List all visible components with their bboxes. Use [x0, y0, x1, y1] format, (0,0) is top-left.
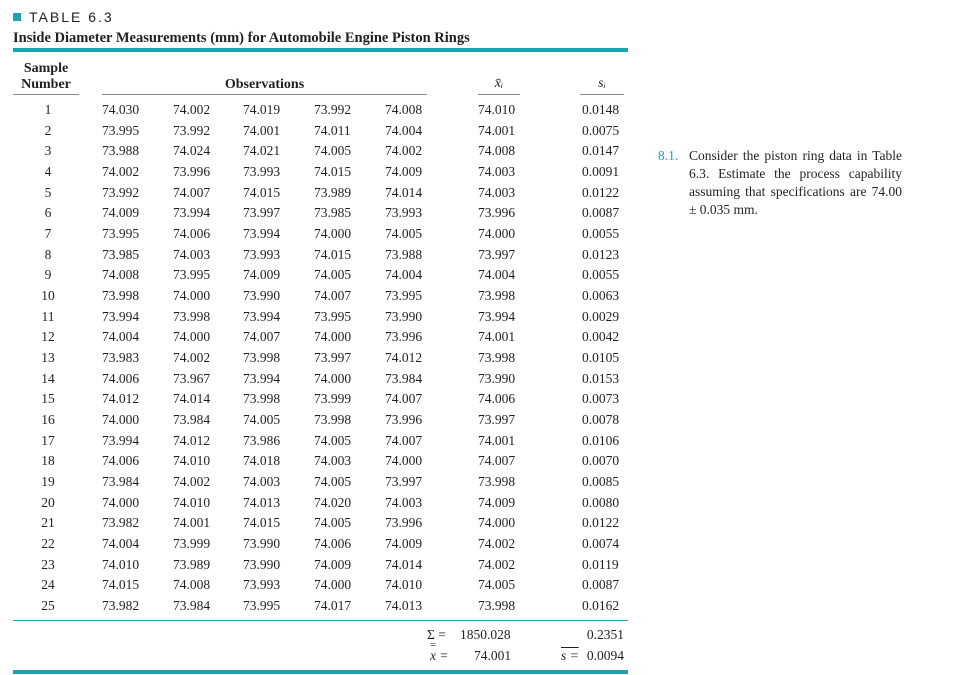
observation-cell: 73.995: [314, 308, 352, 324]
observation-cell: 74.009: [314, 556, 352, 572]
observation-cell: 73.990: [243, 556, 281, 572]
table-summary-rule: [13, 620, 628, 621]
sample-number-cell: 12: [41, 329, 55, 345]
header-s-underline: [580, 94, 624, 95]
observation-cell: 74.006: [102, 370, 140, 386]
observation-cell: 73.992: [173, 122, 211, 138]
xbar-cell: 73.994: [478, 308, 516, 324]
observation-cell: 74.000: [314, 577, 352, 593]
observation-cell: 74.014: [173, 391, 211, 407]
observation-cell: 73.995: [385, 288, 423, 304]
observation-cell: 74.015: [314, 246, 352, 262]
header-sample-number: [13, 61, 79, 93]
s-cell: 0.0029: [582, 308, 620, 324]
observation-cell: 74.004: [102, 329, 140, 345]
observation-cell: 74.000: [314, 370, 352, 386]
grand-mean-label: [430, 639, 449, 664]
xbar-cell: 74.003: [478, 184, 516, 200]
observation-cell: 74.002: [173, 350, 211, 366]
observation-cell: 73.983: [102, 350, 140, 366]
observation-cell: 73.989: [314, 184, 352, 200]
observation-cell: 73.993: [243, 246, 281, 262]
sample-number-cell: 19: [41, 474, 55, 490]
square-bullet-icon: [13, 13, 21, 21]
observation-cell: 74.003: [314, 453, 352, 469]
table-bottom-rule: [13, 670, 628, 674]
observation-cell: 74.011: [314, 122, 351, 138]
observation-cell: 73.988: [385, 246, 423, 262]
sigma-xbar-value: 1850.028: [460, 627, 511, 642]
s-cell: 0.0085: [582, 474, 620, 490]
observation-cell: 73.984: [385, 370, 423, 386]
observation-cell: 74.003: [243, 474, 281, 490]
xbar-cell: 74.010: [478, 102, 516, 117]
observation-cell: 73.984: [173, 598, 211, 614]
s-cell: 0.0055: [582, 267, 620, 283]
observation-cell: 73.995: [173, 267, 211, 283]
observation-cell: 74.009: [102, 205, 140, 221]
grand-mean-value: 74.001: [474, 648, 512, 663]
header-s: sᵢ: [598, 76, 606, 91]
s-cell: 0.0073: [582, 391, 620, 407]
sample-number-cell: 9: [44, 267, 52, 283]
xbar-cell: 73.997: [478, 412, 516, 428]
observation-cell: 73.995: [102, 122, 140, 138]
sample-number-cell: 2: [44, 122, 52, 138]
xbar-cell: 74.004: [478, 267, 516, 283]
observation-cell: 74.006: [102, 453, 140, 469]
s-cell: 0.0153: [582, 370, 620, 386]
observation-cell: 73.997: [243, 205, 281, 221]
observation-cell: 74.007: [243, 329, 281, 345]
header-observations: Observations: [224, 77, 305, 92]
sbar-label-text: s =: [561, 648, 579, 663]
s-cell: 0.0122: [582, 184, 620, 200]
observation-cell: 74.015: [314, 164, 352, 179]
observation-cell: 74.013: [385, 598, 423, 614]
observation-cell: 73.984: [102, 474, 140, 490]
sample-number-cell: 4: [44, 164, 52, 179]
sample-number-cell: 25: [41, 598, 55, 614]
s-cell: 0.0119: [582, 556, 619, 572]
s-cell: 0.0091: [582, 164, 620, 179]
s-cell: 0.0087: [582, 205, 620, 221]
observation-cell: 74.012: [173, 432, 211, 448]
xbar-cell: 73.997: [478, 246, 516, 262]
observation-cell: 74.001: [243, 122, 281, 138]
observation-cell: 74.017: [314, 598, 352, 614]
observation-cell: 73.999: [314, 391, 352, 407]
sample-number-cell: 15: [41, 391, 55, 407]
sbar-value: 0.0094: [586, 648, 624, 663]
xbar-cell: 74.008: [478, 143, 516, 159]
observation-cell: 74.015: [243, 184, 281, 200]
xbar-cell: 74.009: [478, 494, 516, 510]
sample-number-cell: 6: [44, 205, 52, 221]
sample-number-cell: 7: [44, 226, 52, 242]
exercise-number: 8.1.: [658, 148, 679, 163]
observation-cell: 73.990: [243, 288, 281, 304]
observation-cell: 73.984: [173, 412, 211, 428]
observation-cell: 74.014: [385, 184, 423, 200]
observation-cell: 73.993: [243, 577, 281, 593]
observation-cell: 74.003: [385, 494, 423, 510]
observation-cell: 74.009: [385, 164, 423, 179]
observation-cell: 73.995: [102, 226, 140, 242]
observation-cell: 74.024: [173, 143, 211, 159]
observation-cell: 74.000: [173, 288, 211, 304]
sample-number-cell: 3: [44, 143, 52, 159]
observation-cell: 74.005: [314, 267, 352, 283]
observation-cell: 73.982: [102, 515, 140, 531]
observation-cell: 74.000: [102, 412, 140, 428]
xbar-cell: 74.006: [478, 391, 516, 407]
observation-cell: 73.997: [385, 474, 423, 490]
double-bar-mark: =: [430, 639, 437, 651]
xbar-cell: 74.005: [478, 577, 516, 593]
s-cell: 0.0162: [582, 598, 620, 614]
observation-cell: 73.998: [102, 288, 140, 304]
observation-cell: 74.007: [385, 432, 423, 448]
observation-cell: 74.003: [173, 246, 211, 262]
table-top-rule: [13, 48, 628, 52]
observation-cell: 74.010: [102, 556, 140, 572]
xbar-cell: 74.001: [478, 122, 516, 138]
observation-cell: 74.010: [385, 577, 423, 593]
observation-cell: 73.989: [173, 556, 211, 572]
sample-number-cell: 1: [44, 102, 52, 117]
observation-cell: 74.030: [102, 102, 140, 117]
sbar-label: [561, 648, 579, 664]
s-cell: 0.0070: [582, 453, 620, 469]
sample-number-cell: 20: [41, 494, 55, 510]
observation-cell: 74.015: [243, 515, 281, 531]
s-cell: 0.0075: [582, 122, 620, 138]
observation-cell: 74.008: [173, 577, 211, 593]
observation-cell: 74.012: [102, 391, 140, 407]
xbar-cell: 73.996: [478, 205, 516, 221]
observation-cell: 73.994: [243, 370, 281, 386]
observation-cell: 73.998: [314, 412, 352, 428]
observation-cell: 73.967: [173, 370, 211, 386]
s-cell: 0.0148: [582, 102, 620, 117]
observation-cell: 74.002: [385, 143, 423, 159]
table-title: Inside Diameter Measurements (mm) for Automobile Engine Piston Rings: [13, 30, 470, 46]
observation-cell: 74.007: [385, 391, 423, 407]
observation-cell: 74.000: [385, 453, 423, 469]
observation-cell: 74.006: [173, 226, 211, 242]
xbar-cell: 73.998: [478, 474, 516, 490]
observation-cell: 74.008: [385, 102, 423, 117]
table-label: [13, 9, 114, 25]
observation-cell: 74.008: [102, 267, 140, 283]
observation-cell: 74.005: [314, 432, 352, 448]
observation-cell: 73.994: [102, 432, 140, 448]
xbar-cell: 73.998: [478, 350, 516, 366]
header-sample-line2: Number: [21, 77, 71, 92]
sample-number-cell: 16: [41, 412, 55, 428]
sample-number-cell: 14: [41, 370, 55, 386]
sample-number-cell: 11: [41, 308, 55, 324]
observation-cell: 74.014: [385, 556, 423, 572]
observation-cell: 74.007: [314, 288, 352, 304]
observation-cell: 74.004: [385, 267, 423, 283]
exercise-8-1: [658, 147, 902, 219]
observation-cell: 74.005: [314, 474, 352, 490]
observation-cell: 73.985: [314, 205, 352, 221]
observation-cell: 74.018: [243, 453, 281, 469]
xbar-cell: 74.003: [478, 164, 516, 179]
xbar-cell: 74.000: [478, 226, 516, 242]
sample-number-cell: 23: [41, 556, 55, 572]
observation-cell: 73.995: [243, 598, 281, 614]
sample-number-cell: 8: [44, 246, 52, 262]
sigma-label: Σ =: [427, 627, 446, 642]
observation-cell: 73.986: [243, 432, 281, 448]
observation-cell: 74.005: [314, 143, 352, 159]
sample-number-cell: 10: [41, 288, 55, 304]
observation-cell: 73.992: [314, 102, 352, 117]
header-observations-underline: [102, 94, 427, 95]
observation-cell: 74.002: [173, 474, 211, 490]
s-cell: 0.0087: [582, 577, 620, 593]
observation-cell: 73.996: [385, 412, 423, 428]
sample-number-cell: 13: [41, 350, 55, 366]
observation-cell: 73.999: [173, 536, 211, 552]
observation-cell: 73.993: [385, 205, 423, 221]
observation-cell: 73.994: [243, 308, 281, 324]
observation-cell: 74.010: [173, 494, 211, 510]
observation-cell: 73.998: [243, 350, 281, 366]
xbar-cell: 74.002: [478, 556, 516, 572]
s-cell: 0.0080: [582, 494, 620, 510]
s-cell: 0.0147: [582, 143, 620, 159]
observation-cell: 74.001: [173, 515, 211, 531]
observation-cell: 74.005: [243, 412, 281, 428]
observation-cell: 74.019: [243, 102, 281, 117]
s-cell: 0.0105: [582, 350, 620, 366]
observation-cell: 73.996: [385, 515, 423, 531]
observation-cell: 74.012: [385, 350, 423, 366]
observation-cell: 74.021: [243, 143, 281, 159]
observation-cell: 74.000: [314, 329, 352, 345]
s-cell: 0.0042: [582, 329, 620, 345]
observation-cell: 74.000: [102, 494, 140, 510]
observation-cell: 73.996: [173, 164, 211, 179]
s-cell: 0.0078: [582, 412, 620, 428]
observation-cell: 74.006: [314, 536, 352, 552]
sample-number-cell: 17: [41, 432, 55, 448]
xbar-cell: 74.001: [478, 329, 516, 345]
sigma-s-value: 0.2351: [586, 627, 624, 642]
grand-mean-label-text: x =: [430, 648, 449, 663]
observation-cell: 73.994: [243, 226, 281, 242]
table-label-text: TABLE 6.3: [29, 9, 114, 25]
observation-cell: 73.994: [102, 308, 140, 324]
observation-cell: 73.988: [102, 143, 140, 159]
observation-cell: 74.000: [173, 329, 211, 345]
observation-cell: 73.992: [102, 184, 140, 200]
xbar-cell: 73.990: [478, 370, 516, 386]
observation-cell: 73.985: [102, 246, 140, 262]
observation-cell: 74.005: [314, 515, 352, 531]
observation-cell: 74.005: [385, 226, 423, 242]
s-cell: 0.0123: [582, 246, 620, 262]
xbar-cell: 73.998: [478, 598, 516, 614]
observation-cell: 74.013: [243, 494, 281, 510]
sample-number-cell: 24: [41, 577, 55, 593]
observation-cell: 74.004: [385, 122, 423, 138]
observation-cell: 74.010: [173, 453, 211, 469]
observation-cell: 73.990: [243, 536, 281, 552]
observation-cell: 74.004: [102, 536, 140, 552]
xbar-cell: 74.007: [478, 453, 516, 469]
xbar-cell: 74.000: [478, 515, 516, 531]
observation-cell: 73.997: [314, 350, 352, 366]
header-xbar-underline: [478, 94, 520, 95]
observation-cell: 74.007: [173, 184, 211, 200]
sample-number-cell: 21: [41, 515, 55, 531]
s-cell: 0.0074: [582, 536, 620, 552]
observation-cell: 74.009: [243, 267, 281, 283]
observation-cell: 74.020: [314, 494, 352, 510]
s-cell: 0.0063: [582, 288, 620, 304]
observation-cell: 74.015: [102, 577, 140, 593]
observation-cell: 74.002: [173, 102, 211, 117]
observation-cell: 73.996: [385, 329, 423, 345]
observation-cell: 73.993: [243, 164, 281, 179]
observation-cell: 73.990: [385, 308, 423, 324]
xbar-cell: 74.002: [478, 536, 516, 552]
s-cell: 0.0055: [582, 226, 620, 242]
xbar-cell: 74.001: [478, 432, 516, 448]
sample-number-cell: 5: [44, 184, 52, 200]
header-sample-line1: Sample: [23, 61, 69, 76]
observation-cell: 73.994: [173, 205, 211, 221]
exercise-text: Consider the piston ring data in Table 6.3. Estimate the process capability assuming that specifications are 74.00 ± 0.035 mm.: [689, 148, 902, 217]
observation-cell: 74.002: [102, 164, 140, 179]
s-cell: 0.0122: [582, 515, 620, 531]
observation-cell: 73.982: [102, 598, 140, 614]
observation-cell: 74.000: [314, 226, 352, 242]
header-sample-underline: [13, 94, 79, 95]
sample-number-cell: 18: [41, 453, 55, 469]
header-xbar: x̄ᵢ: [494, 76, 504, 91]
xbar-cell: 73.998: [478, 288, 516, 304]
observation-cell: 74.009: [385, 536, 423, 552]
s-cell: 0.0106: [582, 432, 620, 448]
observation-cell: 73.998: [243, 391, 281, 407]
sample-number-cell: 22: [41, 536, 55, 552]
observation-cell: 73.998: [173, 308, 211, 324]
